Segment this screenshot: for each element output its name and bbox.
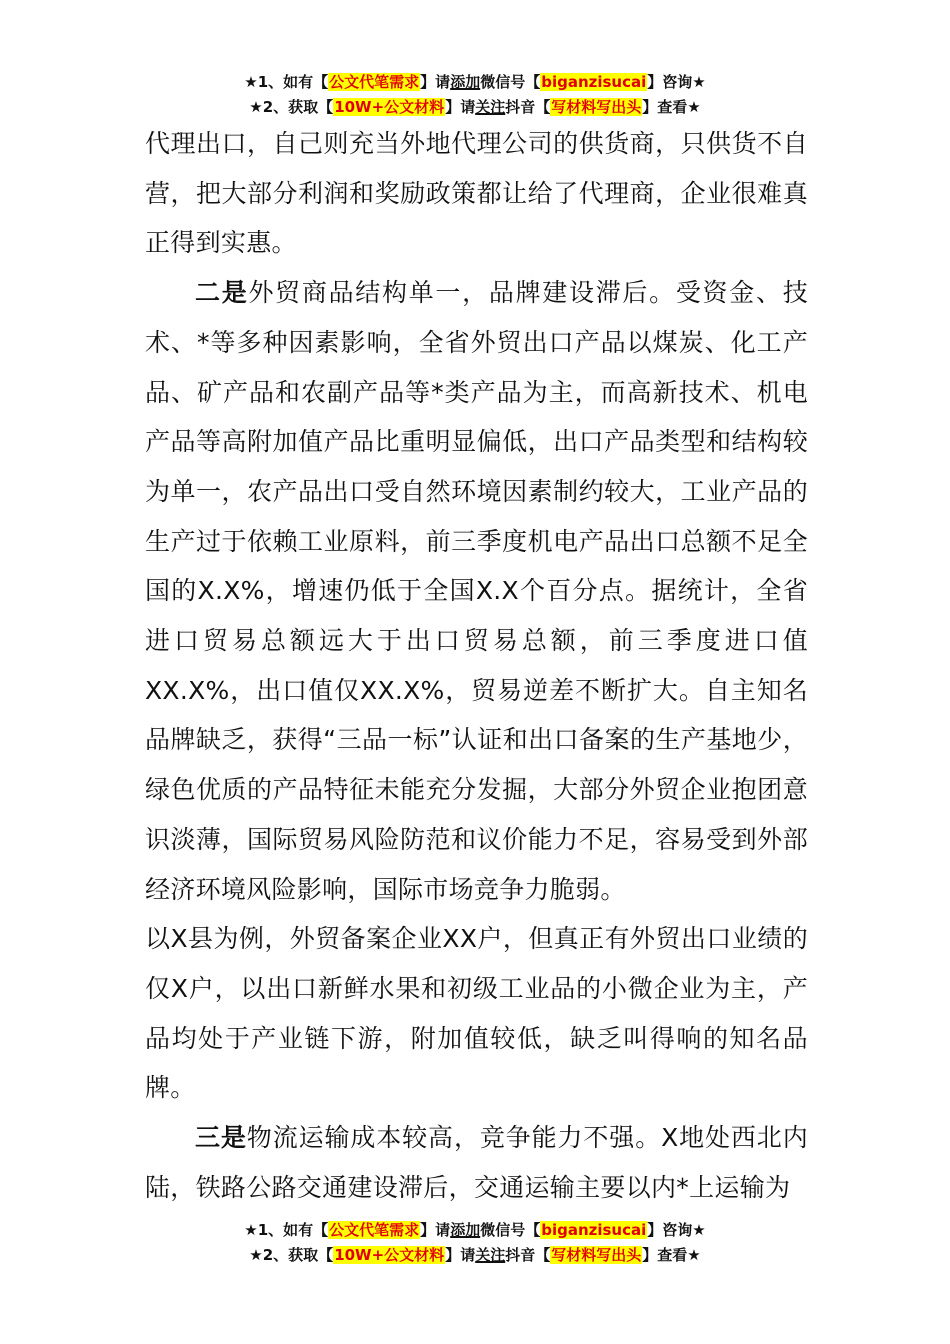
banner-text: 】请 xyxy=(445,98,476,116)
banner-highlight: 公文代笔需求 xyxy=(329,73,420,91)
banner-underlined-text: 添加 xyxy=(450,1221,481,1239)
paragraph-lead: 三是 xyxy=(195,1123,247,1153)
banner-text: 抖音【 xyxy=(505,1246,551,1264)
banner-underlined-text: 关注 xyxy=(475,1246,506,1264)
banner-text: 】咨询★ xyxy=(647,1221,706,1239)
paragraph xyxy=(145,268,808,914)
paragraph-text: 物流运输成本较高，竞争能力不强。X地处西北内陆，铁路公路交通建设滞后，交通运输主要以内*上运输为 xyxy=(145,1123,808,1202)
banner-text: 】查看★ xyxy=(642,1246,701,1264)
banner-text: 】请 xyxy=(420,1221,451,1239)
banner-text: 】请 xyxy=(445,1246,476,1264)
banner-line-2 xyxy=(0,1243,950,1268)
banner-highlight: 10W+公文材料 xyxy=(334,98,445,116)
banner-line-1 xyxy=(0,70,950,95)
paragraph xyxy=(145,1113,808,1212)
banner-highlight: 公文代笔需求 xyxy=(329,1221,420,1239)
banner-text: ★2、获取【 xyxy=(249,1246,334,1264)
banner-highlight: 10W+公文材料 xyxy=(334,1246,445,1264)
banner-text: 】请 xyxy=(420,73,451,91)
banner-highlight: biganzisucai xyxy=(541,1221,647,1239)
paragraph xyxy=(145,914,808,1113)
banner-text: 微信号【 xyxy=(480,73,541,91)
banner-text: ★1、如有【 xyxy=(244,73,329,91)
banner-text: 微信号【 xyxy=(480,1221,541,1239)
paragraph-text: 以X县为例，外贸备案企业XX户，但真正有外贸出口业绩的仅X户，以出口新鲜水果和初级工业品的小微企业为主，产品均处于产业链下游，附加值较低，缺乏叫得响的知名品牌。 xyxy=(145,924,808,1103)
paragraph-lead: 二是 xyxy=(195,278,249,308)
paragraph xyxy=(145,119,808,268)
banner-line-1 xyxy=(0,1218,950,1243)
banner-line-2 xyxy=(0,95,950,120)
banner-text: ★2、获取【 xyxy=(249,98,334,116)
banner-text: ★1、如有【 xyxy=(244,1221,329,1239)
banner-underlined-text: 关注 xyxy=(475,98,506,116)
document-body xyxy=(145,119,808,1212)
banner-highlight: 写材料写出头 xyxy=(551,1246,642,1264)
banner-text: 】咨询★ xyxy=(647,73,706,91)
banner-text: 抖音【 xyxy=(505,98,551,116)
banner-text: 】查看★ xyxy=(642,98,701,116)
header-banner xyxy=(0,70,950,120)
paragraph-text: 外贸商品结构单一，品牌建设滞后。受资金、技术、*等多种因素影响，全省外贸出口产品以煤炭、化工产品、矿产品和农副产品等*类产品为主，而高新技术、机电产品等高附加值产品比重明显偏低，出口产品类型和结构较为单一，农产品出口受自然环境因素制约较大，工业产品的生产过于依赖工业原料，前三季度机电产品出口总额不足全国的X.X%，增速仍低于全国X.X个百分点。据统计，全省进口贸易总额远大于出口贸易总额，前三季度进口值XX.X%，出口值仅XX.X%，贸易逆差不断扩大。自主知名品牌缺乏，获得“三品一标”认证和出口备案的生产基地少，绿色优质的产品特征未能充分发掘，大部分外贸企业抱团意识淡薄，国际贸易风险防范和议价能力不足，容易受到外部经济环境风险影响，国际市场竞争力脆弱。 xyxy=(145,278,808,904)
banner-highlight: 写材料写出头 xyxy=(551,98,642,116)
footer-banner xyxy=(0,1218,950,1268)
paragraph-text: 代理出口，自己则充当外地代理公司的供货商，只供货不自营，把大部分利润和奖励政策都让给了代理商，企业很难真正得到实惠。 xyxy=(145,129,808,258)
banner-highlight: biganzisucai xyxy=(541,73,647,91)
banner-underlined-text: 添加 xyxy=(450,73,481,91)
